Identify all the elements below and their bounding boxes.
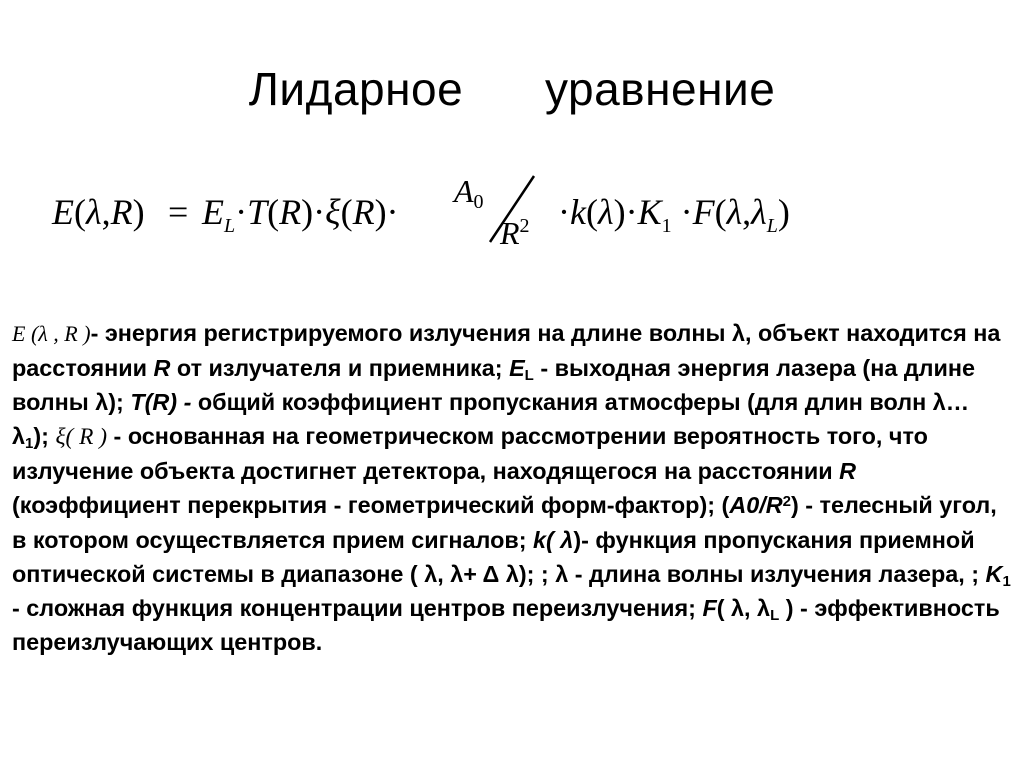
description-var-xi: ξ( R ) bbox=[55, 424, 108, 451]
equation-description bbox=[12, 316, 1012, 659]
description-text-3: - выходная энергия лазера (на длине волны λ); bbox=[12, 355, 976, 416]
equation-rhs-part2: $\cdot k(\lambda)\cdot K_1 \cdot F(\lambda,\lambda_L)$ bbox=[558, 192, 790, 237]
description-text-2: от излучателя и приемника; bbox=[170, 355, 510, 382]
description-text-6: - основанная на геометрическом рассмотрении вероятность того, что излучение объекта достигнет детектора, находящегося на расстоянии bbox=[12, 423, 928, 485]
description-var-K1: K bbox=[985, 560, 1003, 587]
description-lambdaL-sub: L bbox=[770, 606, 780, 624]
description-var-A0R2: A0/R bbox=[729, 492, 783, 519]
description-text-1: - энергия регистрируемого излучения на длине волны λ, объект находится на расстоянии bbox=[12, 320, 1001, 382]
description-text-5: ); bbox=[33, 423, 56, 450]
equation-numerator: A0 bbox=[454, 173, 484, 213]
description-var-K1-sub: 1 bbox=[1002, 572, 1011, 590]
equation-denominator: $R^2$ bbox=[500, 215, 530, 251]
description-text-7: (коэффициент перекрытия - геометрический форм-фактор); ( bbox=[12, 492, 730, 519]
description-var-TR: T(R) - bbox=[130, 389, 192, 416]
description-text-8: ) - телесный угол, в котором осуществляется прием сигналов; bbox=[12, 492, 997, 553]
description-text-10: - сложная функция концентрации центров переизлучения; bbox=[12, 594, 703, 621]
description-text-11: ( λ, λ bbox=[716, 594, 771, 621]
description-text-12: ) - эффективность переизлучающих центров. bbox=[12, 594, 1000, 655]
description-var-k: k( λ bbox=[533, 526, 574, 553]
description-lead-symbol: E (λ , R ) bbox=[12, 321, 91, 346]
description-text-4: общий коэффициент пропускания атмосферы (для длин волн λ… λ bbox=[12, 389, 970, 450]
description-var-R-2: R bbox=[839, 458, 857, 485]
equation-equals: = bbox=[168, 192, 189, 232]
lidar-equation bbox=[52, 172, 912, 252]
description-var-F: F bbox=[702, 594, 717, 621]
equation-lhs: E(λ,R) bbox=[52, 192, 145, 232]
description-var-A0R2-sup: 2 bbox=[782, 493, 791, 511]
description-var-EL: E bbox=[509, 355, 525, 382]
description-text-9: )- функция пропускания приемной оптической системы в диапазоне ( λ, λ+ Δ λ); ; λ - длина волны излучения лазера, ; bbox=[12, 526, 986, 587]
equation-rhs-part1: $E_L\cdot T(R)\cdot\xi(R)\cdot$ bbox=[202, 192, 399, 237]
lidar-equation-formula bbox=[52, 172, 912, 252]
description-lambda1-sub: 1 bbox=[25, 435, 34, 453]
description-var-EL-sub: L bbox=[524, 367, 534, 385]
slide-title: Лидарное уравнение bbox=[248, 63, 776, 115]
description-var-R: R bbox=[153, 355, 171, 382]
